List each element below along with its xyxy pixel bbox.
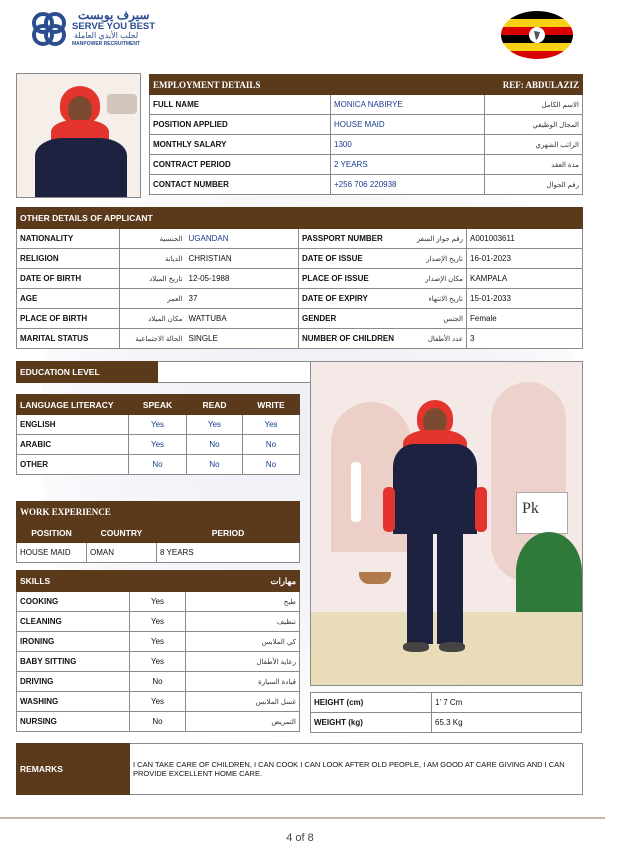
skill-name: WASHING [17,692,130,712]
agency-logo [30,8,190,48]
field-label-ar: مكان الإصدار [404,269,467,289]
table-row [311,713,582,733]
field-label: AGE [17,289,120,309]
field-value: KAMPALA [467,269,583,289]
field-label: NUMBER OF CHILDREN [299,329,404,349]
table-row [17,543,300,563]
field-label-ar: المجال الوظيفي [485,115,583,135]
work-position: HOUSE MAID [17,543,87,563]
table-row [150,115,583,135]
work-country: OMAN [87,543,157,563]
field-value: 12-05-1988 [186,269,299,289]
table-row [17,309,583,329]
skill-name: DRIVING [17,672,130,692]
remarks-text: I CAN TAKE CARE OF CHILDREN, I CAN COOK I CAN LOOK AFTER OLD PEOPLE, I AM GOOD AT CARE GIVING AND I CAN PROVIDE EXCELLENT HOME CARE. [130,744,583,795]
education-table [16,361,328,383]
education-label: EDUCATION LEVEL [17,362,158,383]
skill-value: Yes [130,652,186,672]
field-label: MONTHLY SALARY [150,135,331,155]
table-row [17,712,300,732]
field-value: UGANDAN [186,229,299,249]
work-experience-table [16,501,300,563]
field-value: MONICA NABIRYE [331,95,485,115]
field-label: CONTRACT PERIOD [150,155,331,175]
skills-table [16,570,300,732]
table-row [17,592,300,612]
skill-value: Yes [130,592,186,612]
field-label-ar: تاريخ الإصدار [404,249,467,269]
field-value: CHRISTIAN [186,249,299,269]
field-label-ar: رقم الجوال [485,175,583,195]
field-label-ar: مدة العقد [485,155,583,175]
table-row [17,329,583,349]
language-name: OTHER [17,455,129,475]
table-row [17,229,583,249]
field-label-ar: الجنسية [120,229,186,249]
field-label: MARITAL STATUS [17,329,120,349]
agency-subtitle-en: MANPOWER RECRUITMENT [72,41,141,47]
language-header: READ [187,395,243,415]
skill-name-ar: غسل الملابس [186,692,300,712]
table-row [17,289,583,309]
language-header: WRITE [243,395,300,415]
skill-name-ar: كي الملابس [186,632,300,652]
language-header: LANGUAGE LITERACY [17,395,129,415]
page-number: 4 of 8 [286,832,314,844]
other-details-title: OTHER DETAILS OF APPLICANT [17,208,583,229]
language-speak: Yes [129,435,187,455]
field-label-ar: تاريخ الميلاد [120,269,186,289]
table-row [150,155,583,175]
field-value: 1300 [331,135,485,155]
table-row [150,135,583,155]
work-header: COUNTRY [87,523,157,543]
remarks-label: REMARKS [17,744,130,795]
portrait-photo [16,73,141,198]
agency-subtitle-ar: لجلب الأيدي العاملة [74,31,139,40]
height-label: HEIGHT (cm) [311,693,432,713]
field-label: PLACE OF ISSUE [299,269,404,289]
work-header: PERIOD [157,523,300,543]
field-value: 16-01-2023 [467,249,583,269]
skill-name-ar: التمريض [186,712,300,732]
language-write: No [243,455,300,475]
field-label: CONTACT NUMBER [150,175,331,195]
language-read: No [187,455,243,475]
field-value: 15-01-2033 [467,289,583,309]
skill-name: CLEANING [17,612,130,632]
table-row [17,269,583,289]
table-row [17,632,300,652]
uganda-flag-icon [500,10,574,60]
photo-sign: Pk [522,500,539,517]
height-value: 1' 7 Cm [432,693,582,713]
skill-name: IRONING [17,632,130,652]
table-row [17,249,583,269]
skill-value: Yes [130,632,186,652]
field-label-ar: الاسم الكامل [485,95,583,115]
language-read: Yes [187,415,243,435]
language-name: ARABIC [17,435,129,455]
field-label-ar: تاريخ الانتهاء [404,289,467,309]
table-row [17,672,300,692]
field-label-ar: الجنس [404,309,467,329]
language-table [16,394,300,475]
field-label-ar: رقم جواز السفر [404,229,467,249]
table-row [17,612,300,632]
field-label: DATE OF BIRTH [17,269,120,289]
employment-details-table [149,74,583,195]
field-label: PASSPORT NUMBER [299,229,404,249]
field-value: 3 [467,329,583,349]
field-label: RELIGION [17,249,120,269]
field-label: PLACE OF BIRTH [17,309,120,329]
field-value: A001003611 [467,229,583,249]
field-value: WATTUBA [186,309,299,329]
skill-name-ar: طبخ [186,592,300,612]
skill-name-ar: تنظيف [186,612,300,632]
skill-name-ar: رعاية الأطفال [186,652,300,672]
field-label-ar: الراتب الشهري [485,135,583,155]
skill-name: COOKING [17,592,130,612]
language-write: Yes [243,415,300,435]
skill-value: Yes [130,692,186,712]
language-speak: No [129,455,187,475]
table-row [150,175,583,195]
field-value: 2 YEARS [331,155,485,175]
table-row [311,693,582,713]
field-label-ar: الحالة الاجتماعية [120,329,186,349]
work-experience-title: WORK EXPERIENCE [17,502,300,523]
employment-title: EMPLOYMENT DETAILS [150,75,485,95]
page-divider [0,817,605,819]
table-row [17,692,300,712]
table-row [17,652,300,672]
language-header: SPEAK [129,395,187,415]
skill-value: No [130,672,186,692]
skill-name-ar: قيادة السيارة [186,672,300,692]
field-label: FULL NAME [150,95,331,115]
language-speak: Yes [129,415,187,435]
field-value: SINGLE [186,329,299,349]
education-value [158,362,328,383]
table-row [17,415,300,435]
skill-value: No [130,712,186,732]
field-value: HOUSE MAID [331,115,485,135]
table-row [150,95,583,115]
reference: REF: ABDULAZIZ [485,75,583,95]
language-name: ENGLISH [17,415,129,435]
field-label-ar: الديانة [120,249,186,269]
weight-label: WEIGHT (kg) [311,713,432,733]
skill-name: NURSING [17,712,130,732]
skills-title: SKILLS [17,571,130,592]
field-label-ar: العمر [120,289,186,309]
field-label: POSITION APPLIED [150,115,331,135]
table-row [17,435,300,455]
weight-value: 65.3 Kg [432,713,582,733]
field-label-ar: مكان الميلاد [120,309,186,329]
language-write: No [243,435,300,455]
field-label-ar: عدد الأطفال [404,329,467,349]
agency-name-ar: سيرف يوبست [78,8,150,22]
work-period: 8 YEARS [157,543,300,563]
skill-value: Yes [130,612,186,632]
agency-name-en: SERVE YOU BEST [72,21,156,32]
physical-table [310,692,582,733]
skill-name: BABY SITTING [17,652,130,672]
work-header: POSITION [17,523,87,543]
field-label: DATE OF ISSUE [299,249,404,269]
field-value: +256 706 220938 [331,175,485,195]
field-label: DATE OF EXPIRY [299,289,404,309]
remarks-table [16,743,583,795]
field-value: 37 [186,289,299,309]
full-body-photo [310,361,583,686]
field-label: NATIONALITY [17,229,120,249]
field-label: GENDER [299,309,404,329]
other-details-table [16,207,583,349]
logo-knot-icon [30,10,68,48]
table-row [17,455,300,475]
field-value: Female [467,309,583,329]
skills-title-ar: مهارات [186,571,300,592]
language-read: No [187,435,243,455]
